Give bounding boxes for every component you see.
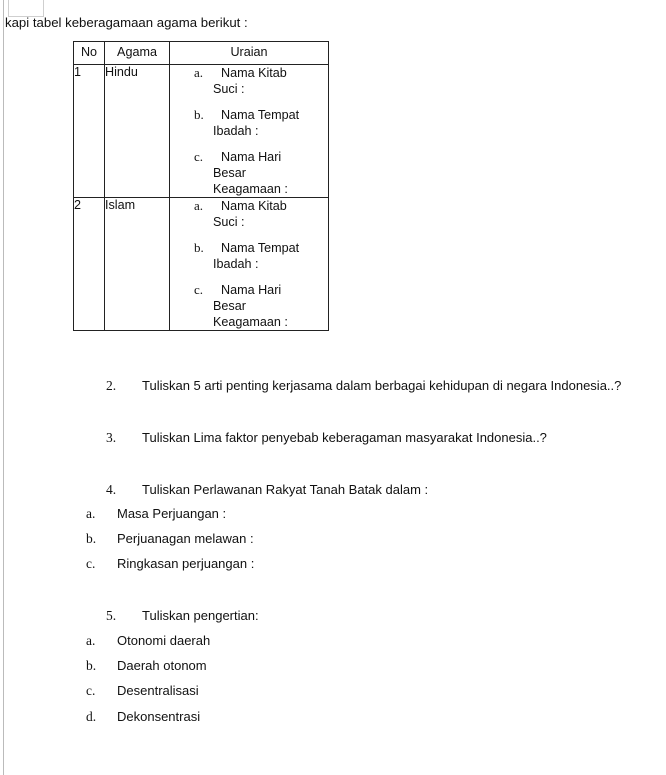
uraian-letter: a. — [194, 65, 204, 80]
header-agama: Agama — [105, 42, 170, 65]
option-text: Daerah otonom — [117, 658, 207, 673]
option-letter: a. — [86, 506, 96, 521]
row-no: 1 — [74, 65, 105, 198]
uraian-line: Ibadah : — [213, 257, 259, 271]
header-no: No — [74, 42, 105, 65]
header-uraian: Uraian — [170, 42, 329, 65]
uraian-line: Nama Hari — [221, 283, 282, 297]
uraian-line: Nama Tempat — [221, 241, 300, 255]
table-header-row — [74, 42, 329, 65]
uraian-letter: b. — [194, 240, 204, 255]
uraian-line: Nama Kitab — [221, 66, 287, 80]
row-uraian — [170, 198, 329, 331]
option-text: Otonomi daerah — [117, 633, 211, 648]
option-letter: c. — [86, 556, 96, 571]
row-no: 2 — [74, 198, 105, 331]
question-text: Tuliskan pengertian: — [142, 608, 259, 623]
option-letter: c. — [86, 683, 96, 698]
uraian-line: Nama Hari — [221, 150, 282, 164]
page-left-border — [3, 0, 4, 775]
table-row — [74, 198, 329, 331]
uraian-line: Ibadah : — [213, 124, 259, 138]
option-text: Masa Perjuangan : — [117, 506, 227, 521]
question-text: Tuliskan 5 arti penting kerjasama dalam berbagai kehidupan di negara Indonesia..? — [142, 378, 622, 393]
question-text: Tuliskan Lima faktor penyebab keberagaman masyarakat Indonesia..? — [142, 430, 547, 445]
question-number: 3. — [106, 430, 117, 445]
question-number: 5. — [106, 608, 117, 623]
uraian-letter: c. — [194, 149, 204, 164]
row-agama: Islam — [105, 198, 170, 331]
uraian-line: Nama Kitab — [221, 199, 287, 213]
row-uraian — [170, 65, 329, 198]
uraian-item — [170, 107, 328, 139]
uraian-item — [170, 282, 328, 330]
uraian-item — [170, 240, 328, 272]
question-number: 2. — [106, 378, 117, 393]
uraian-line: Nama Tempat — [221, 108, 300, 122]
question-text: Tuliskan Perlawanan Rakyat Tanah Batak dalam : — [142, 482, 429, 497]
question-number: 4. — [106, 482, 117, 497]
option-letter: b. — [86, 658, 97, 673]
uraian-line: Keagamaan : — [213, 182, 288, 196]
uraian-letter: b. — [194, 107, 204, 122]
option-text: Desentralisasi — [117, 683, 199, 698]
table-row — [74, 65, 329, 198]
uraian-line: Suci : — [213, 215, 245, 229]
uraian-letter: c. — [194, 282, 204, 297]
uraian-item — [170, 65, 328, 97]
option-letter: b. — [86, 531, 97, 546]
uraian-line: Suci : — [213, 82, 245, 96]
uraian-line: Keagamaan : — [213, 315, 288, 329]
option-text: Perjuanagan melawan : — [117, 531, 254, 546]
row-agama: Hindu — [105, 65, 170, 198]
option-letter: d. — [86, 709, 97, 724]
uraian-line: Besar — [213, 166, 246, 180]
option-text: Ringkasan perjuangan : — [117, 556, 255, 571]
intro-text: kapi tabel keberagamaan agama berikut : — [5, 15, 248, 30]
uraian-letter: a. — [194, 198, 204, 213]
uraian-item — [170, 198, 328, 230]
option-letter: a. — [86, 633, 96, 648]
uraian-item — [170, 149, 328, 197]
option-text: Dekonsentrasi — [117, 709, 201, 724]
religion-table — [73, 41, 329, 331]
uraian-line: Besar — [213, 299, 246, 313]
